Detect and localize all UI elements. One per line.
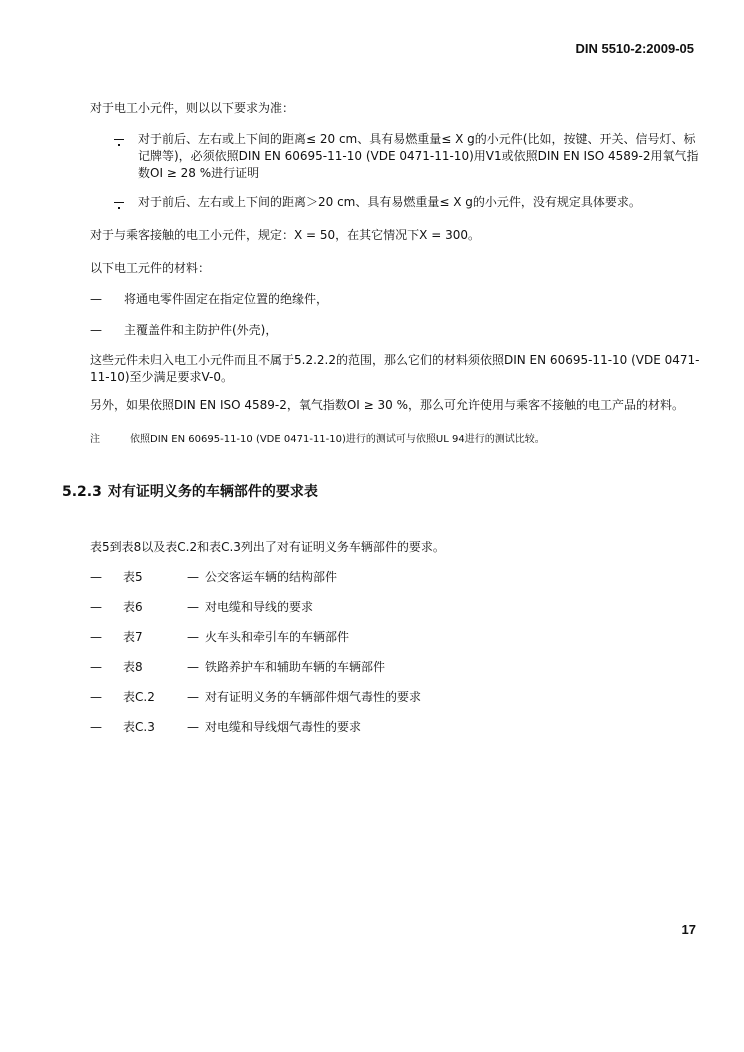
scope-paragraph: 这些元件未归入电工小元件而且不属于5.2.2.2的范围，那么它们的材料须依照DIN EN 60695-11-10 (VDE 0471-11-10)至少满足要求V-0。 <box>90 353 700 384</box>
separator-dash: — <box>187 690 199 704</box>
indented-item-text: 对于前后、左右或上下间的距离＞20 cm、具有易燃重量≤ X g的小元件，没有规定具体要求。 <box>138 195 641 209</box>
materials-paragraph: 以下电工元件的材料： <box>90 261 211 275</box>
table-list-item <box>90 659 385 676</box>
table-list-item <box>90 599 313 616</box>
table-desc: 对有证明义务的车辆部件烟气毒性的要求 <box>205 690 422 704</box>
section-heading <box>62 484 318 501</box>
dash-item <box>90 291 702 308</box>
separator-dash: — <box>187 600 199 614</box>
note-text: 依照DIN EN 60695-11-10 (VDE 0471-11-10)进行的测试可与依照UL 94进行的测试比较。 <box>130 434 545 445</box>
dash-marker: — <box>90 660 102 674</box>
dash-marker: — <box>90 292 102 306</box>
table-ref: 表8 <box>123 660 143 674</box>
dash-item <box>90 322 702 339</box>
intro-paragraph: 对于电工小元件，则以以下要求为准： <box>90 101 295 115</box>
dash-marker: — <box>90 630 102 644</box>
table-ref: 表7 <box>123 630 143 644</box>
table-desc: 公交客运车辆的结构部件 <box>205 570 338 584</box>
section-title: 对有证明义务的车辆部件的要求表 <box>107 484 318 500</box>
separator-dash: — <box>187 570 199 584</box>
list-marker <box>114 194 138 211</box>
table-list-item <box>90 719 361 736</box>
indented-item <box>114 194 700 211</box>
table-desc: 铁路养护车和辅助车辆的车辆部件 <box>205 660 386 674</box>
indented-item <box>114 131 700 182</box>
document-id: DIN 5510-2:2009-05 <box>575 41 694 56</box>
note <box>90 431 545 448</box>
dash-marker: — <box>90 323 102 337</box>
oxygen-paragraph: 另外，如果依照DIN EN ISO 4589-2，氧气指数OI ≥ 30 %，那么可允许使用与乘客不接触的电工产品的材料。 <box>90 398 685 412</box>
table-desc: 对电缆和导线烟气毒性的要求 <box>205 720 362 734</box>
table-ref: 表5 <box>123 570 143 584</box>
dash-marker: — <box>90 690 102 704</box>
separator-dash: — <box>187 630 199 644</box>
table-ref: 表6 <box>123 600 143 614</box>
table-desc: 火车头和牵引车的车辆部件 <box>205 630 350 644</box>
table-list-item <box>90 629 349 646</box>
table-list-item <box>90 569 337 586</box>
section-intro: 表5到表8以及表C.2和表C.3列出了对有证明义务车辆部件的要求。 <box>90 540 445 554</box>
dash-item-text: 将通电零件固定在指定位置的绝缘件， <box>124 292 329 306</box>
table-list-item <box>90 689 421 706</box>
separator-dash: — <box>187 720 199 734</box>
dash-marker: — <box>90 570 102 584</box>
dash-item-text: 主覆盖件和主防护件(外壳)， <box>124 323 278 337</box>
separator-dash: — <box>187 660 199 674</box>
dash-marker: — <box>90 720 102 734</box>
list-marker <box>114 131 138 182</box>
contact-paragraph: 对于与乘客接触的电工小元件，规定：X = 50，在其它情况下X = 300。 <box>90 228 480 242</box>
section-number: 5.2.3 <box>62 484 102 500</box>
table-ref: 表C.2 <box>123 690 155 704</box>
table-ref: 表C.3 <box>123 720 155 734</box>
table-desc: 对电缆和导线的要求 <box>205 600 314 614</box>
dash-marker: — <box>90 600 102 614</box>
note-label: 注 <box>90 434 100 445</box>
indented-item-text: 对于前后、左右或上下间的距离≤ 20 cm、具有易燃重量≤ X g的小元件(比如，按键、开关、信号灯、标记牌等)，必须依照DIN EN 60695-11-10 (VDE 0471-11-10)用V1或依照DIN EN ISO 4589-2用氧气指数OI ≥ 28 %进行证明 <box>138 132 699 180</box>
page-number: 17 <box>681 922 696 937</box>
